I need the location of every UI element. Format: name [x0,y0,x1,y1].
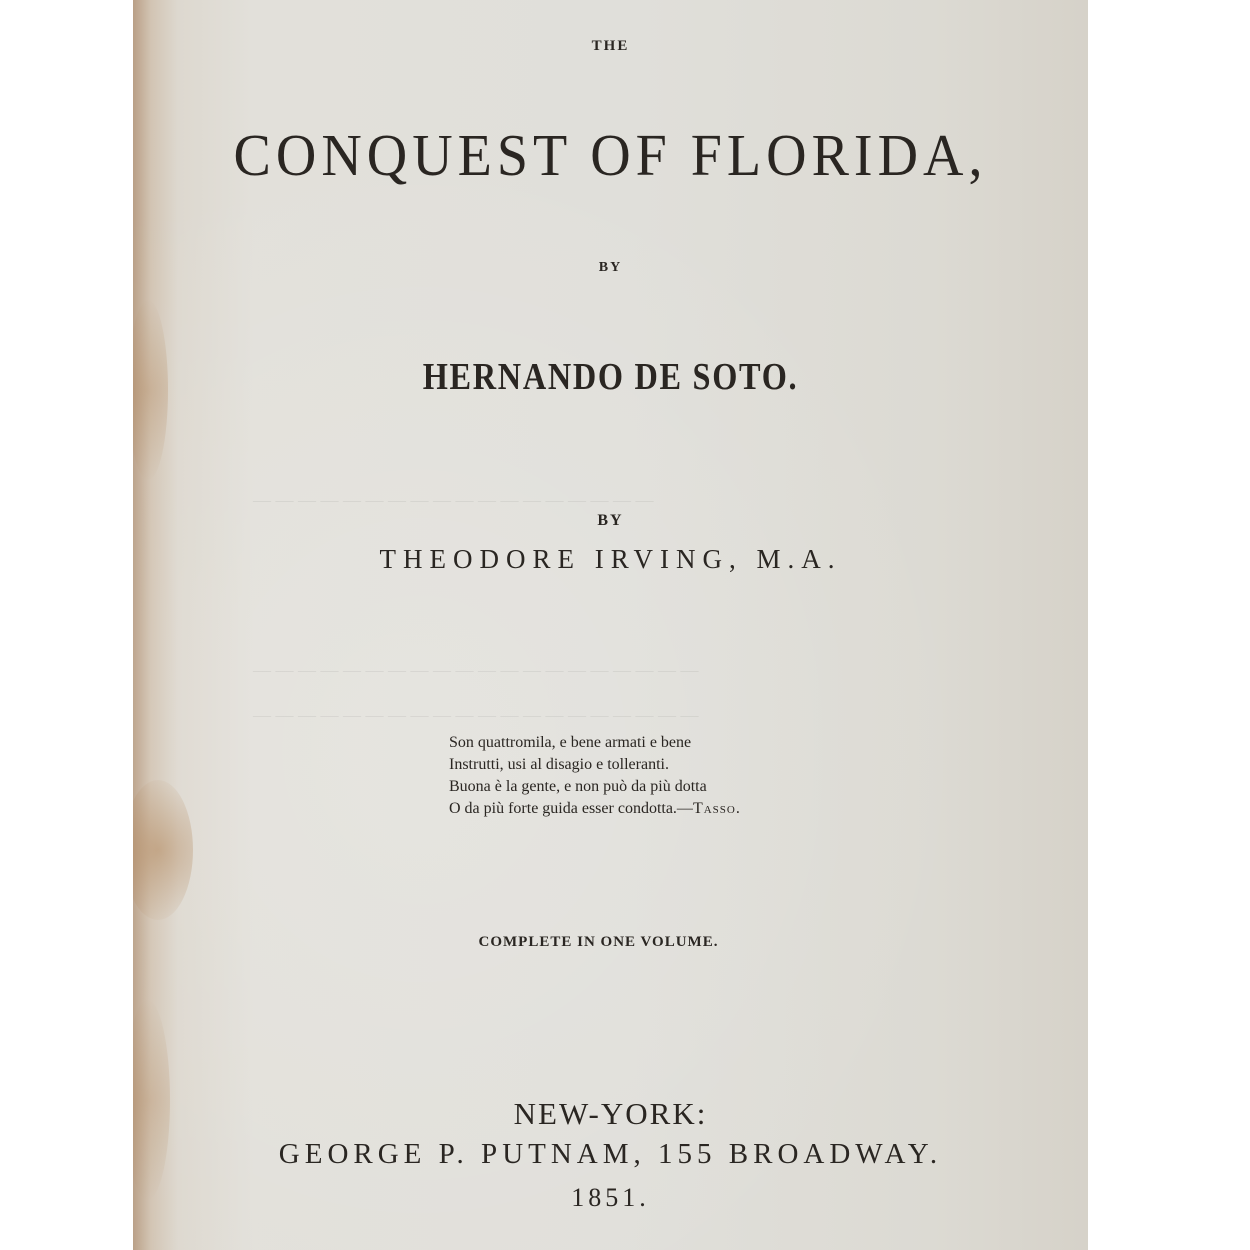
by-subject-label: BY [598,260,623,275]
epigraph-line-last [449,798,741,820]
book-title: CONQUEST OF FLORIDA, [233,123,988,189]
author-name: THEODORE IRVING, M.A. [379,544,842,574]
show-through-text: — — — — — — — — — — — — — — — — — — — — [253,660,699,680]
epigraph-line: Instrutti, usi al disagio e tolleranti. [449,756,669,773]
volume-note: COMPLETE IN ONE VOLUME. [478,934,719,950]
epigraph-line: O da più forte guida esser condotta.— [449,800,693,817]
epigraph-attribution: Tasso. [692,800,741,817]
foxing-stain [133,780,193,920]
foxing-stain [133,300,168,480]
subject-name: HERNANDO DE SOTO. [422,356,799,398]
title-page-photo [133,0,1088,1250]
epigraph-line: Buona è la gente, e non può da più dotta [449,778,707,795]
show-through-text: — — — — — — — — — — — — — — — — — — [253,490,654,510]
title-article: THE [591,38,630,54]
imprint-publisher: GEORGE P. PUTNAM, 155 BROADWAY. [278,1138,943,1170]
by-author-label: BY [597,512,624,529]
imprint-city: NEW-YORK: [513,1096,708,1131]
show-through-text: — — — — — — — — — — — — — — — — — — — — [253,705,699,725]
imprint-year: 1851. [571,1183,650,1212]
epigraph [449,732,741,820]
epigraph-line: Son quattromila, e bene armati e bene [449,734,692,751]
